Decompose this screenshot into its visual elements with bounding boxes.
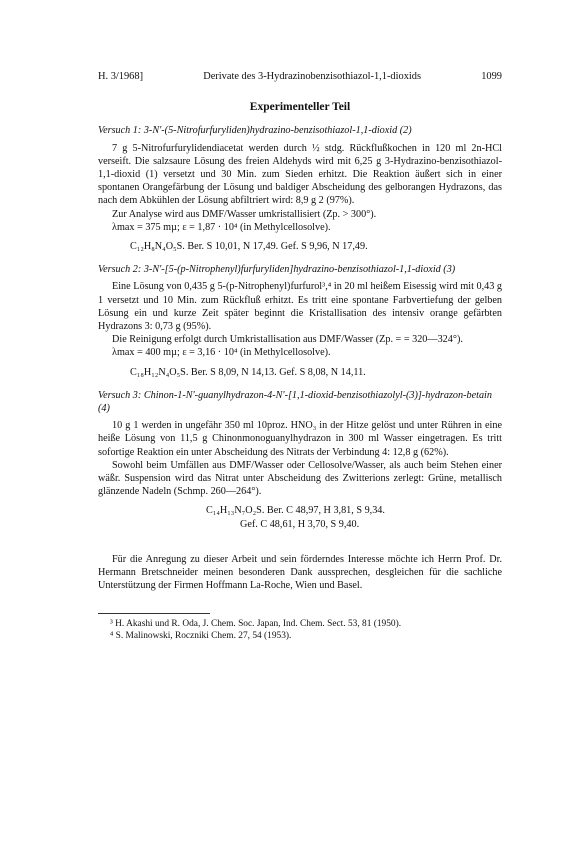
experiment-2 xyxy=(98,263,502,379)
page-number: 1099 xyxy=(481,71,502,82)
experiment-paragraph: Eine Lösung von 0,435 g 5-(p-Nitrophenyl)furfurol³,⁴ in 20 ml heißem Eisessig wird mit 0,43 g 1 versetzt und 10 Min. zum Rückfluß erhitzt. Es tritt eine spontane Farbvertiefung der gelben Lösung ein und kurze Zeit später beginnt die Kristallisation des intensiv orange gefärbten Hydrazons 3: 0,73 g (95%). xyxy=(98,281,502,333)
recrystallization-line: Zur Analyse wird aus DMF/Wasser umkristallisiert (Zp. > 300°). xyxy=(112,208,377,220)
header-title: Derivate des 3-Hydrazinobenzisothiazol-1,1-dioxids xyxy=(203,71,422,82)
experiment-title: Versuch 1: 3-N'-(5-Nitrofurfuryliden)hydrazino-benzisothiazol-1,1-dioxid (2) xyxy=(98,125,412,137)
section-title: Experimenteller Teil xyxy=(249,101,351,114)
lambda-max-line: λmax = 400 mµ; ε = 3,16 · 10⁴ (in Methylcellosolve). xyxy=(112,347,331,359)
elemental-analysis: C₁₄H₁₃N₇O₂S. Ber. C 48,97, H 3,81, S 9,34. xyxy=(206,505,385,517)
elemental-analysis: C₁₈H₁₂N₄O₅S. Ber. S 8,09, N 14,13. Gef. S 8,08, N 14,11. xyxy=(130,366,366,378)
zwitterion-line: Sowohl beim Umfällen aus DMF/Wasser oder Cellosolve/Wasser, als auch beim Stehen einer wäßr. Suspension wird das Nitrat unter Abscheidung des Zwitterions zerlegt: Grüne, metallisch glänzende Nadeln (Schmp. 260—264°). xyxy=(98,459,502,498)
experiment-title: Versuch 2: 3-N'-[5-(p-Nitrophenyl)furfuryliden]hydrazino-benzisothiazol-1,1-dioxid (3) xyxy=(98,264,456,276)
footnote-divider xyxy=(98,613,210,614)
page xyxy=(98,70,502,642)
footnote-4: ⁴ S. Malinowski, Roczniki Chem. 27, 54 (1953). xyxy=(110,630,292,641)
acknowledgement: Für die Anregung zu dieser Arbeit und sein förderndes Interesse möchte ich Herrn Prof. Dr. Hermann Bretschneider meinen besonderen Dank aussprechen, desgleichen für die sachliche Unterstützung der Firmen Hoffmann La-Roche, Wien und Basel. xyxy=(98,553,502,592)
purification-line: Die Reinigung erfolgt durch Umkristallisation aus DMF/Wasser (Zp. = = 320—324°). xyxy=(112,334,463,346)
header-issue: H. 3/1968] xyxy=(98,71,144,82)
footnote-3: ³ H. Akashi und R. Oda, J. Chem. Soc. Japan, Ind. Chem. Sect. 53, 81 (1950). xyxy=(110,618,402,629)
elemental-analysis-found: Gef. C 48,61, H 3,70, S 9,40. xyxy=(240,518,360,530)
elemental-analysis: C₁₂H₈N₄O₅S. Ber. S 10,01, N 17,49. Gef. S 9,96, N 17,49. xyxy=(130,241,368,253)
experiment-paragraph: 7 g 5-Nitrofurfurylidendiacetat werden durch ½ stdg. Rückflußkochen in 120 ml 2n-HCl verseift. Die salzsaure Lösung des freien Aldehyds wird mit 6,25 g 3-Hydrazino-benzisothiazol-1,1-dioxid (1) versetzt und 30 Min. zum Sieden erhitzt. Die Reaktion äußert sich in einer spontanen Orangefärbung der Lösung und baldiger Abscheidung des gelborangen Hydrazons, das nach dem Abkühlen der Lösung abfiltriert wird: 8,9 g 2 (97%). xyxy=(98,142,502,207)
experiment-title: Versuch 3: Chinon-1-N'-guanylhydrazon-4-N'-[1,1-dioxid-benzisothiazolyl-(3)]-hydrazon-betain (4) xyxy=(98,389,492,415)
lambda-max-line: λmax = 375 mµ; ε = 1,87 · 10⁴ (in Methylcellosolve). xyxy=(112,221,331,233)
experiment-paragraph: 10 g 1 werden in ungefähr 350 ml 10proz. HNO₃ in der Hitze gelöst und unter Rühren in eine heiße Lösung von 11,5 g Chinonmonoguanylhydrazon in 300 ml Wasser eingetragen. Es tritt sofortige Reaktion ein unter Abscheidung des Nitrats der Verbindung 4: 12,8 g (62%). xyxy=(98,420,502,458)
experiment-1 xyxy=(98,124,502,253)
running-header xyxy=(98,70,502,83)
experiment-3 xyxy=(98,389,502,531)
